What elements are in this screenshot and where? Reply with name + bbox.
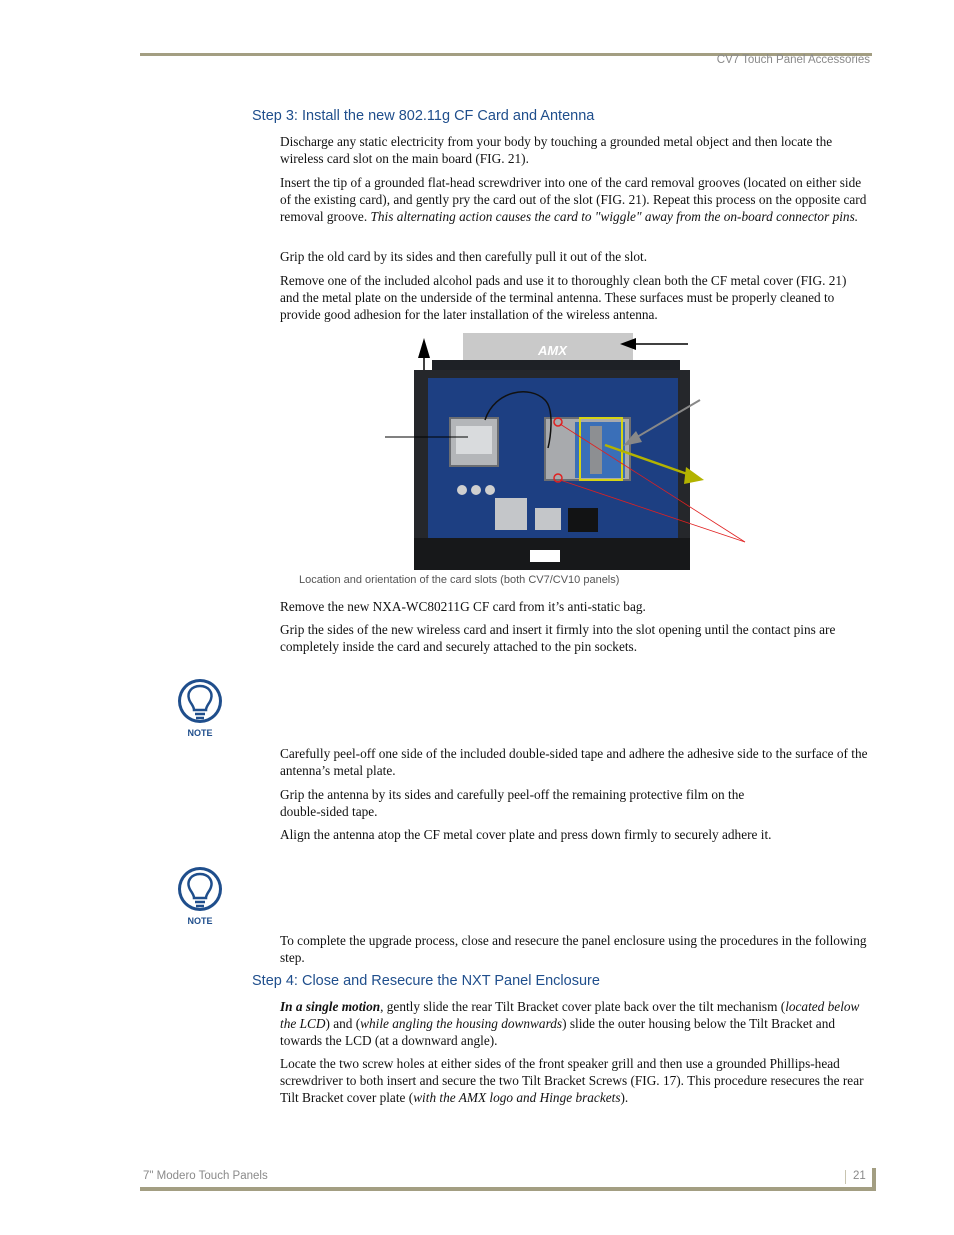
capacitor bbox=[485, 485, 495, 495]
yellow-arrowhead bbox=[684, 467, 704, 484]
step3-paragraph-2: Insert the tip of a grounded flat-head screwdriver into one of the card removal grooves (located on either side of the existing card), and gently pry the card out of the slot (FIG. 21). Repeat this process on the opposite card removal groove. This alternating action causes the card to "wiggle" away from the on-board connector pins. bbox=[280, 175, 867, 224]
note-icon bbox=[176, 677, 224, 739]
step3-paragraph-4: Remove one of the included alcohol pads and use it to thoroughly clean both the CF metal cover (FIG. 21) and the metal plate on the underside of the terminal antenna. These surfaces must be properly cleaned to provide good adhesion for the later installation of the wireless antenna. bbox=[280, 273, 847, 322]
note-label: NOTE bbox=[187, 916, 213, 926]
capacitor bbox=[457, 485, 467, 495]
step3-paragraph-9: Align the antenna atop the CF metal cover plate and press down firmly to securely adhere it. bbox=[280, 827, 772, 842]
note-icon bbox=[176, 865, 224, 927]
up-arrowhead bbox=[418, 338, 430, 358]
step3-paragraph-10: To complete the upgrade process, close and resecure the panel enclosure using the procedures in the following step. bbox=[280, 933, 867, 965]
step4-paragraph-2: Locate the two screw holes at either sides of the front speaker grill and then use a grounded Phillips-head screwdriver to both insert and secure the two Tilt Bracket Screws (FIG. 17). This procedure resecures the rear Tilt Bracket cover plate (with the AMX logo and Hinge brackets). bbox=[280, 1056, 864, 1105]
connector-block bbox=[568, 508, 598, 532]
card-slot-figure bbox=[380, 330, 752, 570]
step4-heading: Step 4: Close and Resecure the NXT Panel Enclosure bbox=[252, 973, 600, 989]
step3-paragraph-6: Grip the sides of the new wireless card and insert it firmly into the slot opening until the contact pins are completely inside the card and securely attached to the pin sockets. bbox=[280, 622, 836, 654]
cf-slot-left-cover bbox=[456, 426, 492, 454]
capacitor bbox=[471, 485, 481, 495]
ethernet-port bbox=[495, 498, 527, 530]
note-label: NOTE bbox=[187, 728, 213, 738]
step3-paragraph-1: Discharge any static electricity from your body by touching a grounded metal object and then locate the wireless card slot on the main board (FIG. 21). bbox=[280, 134, 833, 166]
step3-paragraph-3: Grip the old card by its sides and then carefully pull it out of the slot. bbox=[280, 249, 648, 264]
footer-title: 7" Modero Touch Panels bbox=[143, 1170, 268, 1182]
header-title: CV7 Touch Panel Accessories bbox=[716, 54, 870, 66]
figure-caption: Location and orientation of the card slots (both CV7/CV10 panels) bbox=[299, 574, 620, 586]
step3-paragraph-5: Remove the new NXA-WC80211G CF card from it’s anti-static bag. bbox=[280, 599, 646, 614]
step3-paragraph-8: Grip the antenna by its sides and carefully peel-off the remaining protective film on the double-sided tape. bbox=[280, 787, 745, 819]
step3-heading: Step 3: Install the new 802.11g CF Card and Antenna bbox=[252, 108, 595, 124]
page-number: 21 bbox=[853, 1170, 866, 1182]
footer-divider bbox=[845, 1170, 846, 1184]
footer-rule bbox=[140, 1187, 876, 1191]
usb-port bbox=[535, 508, 561, 530]
step3-paragraph-7: Carefully peel-off one side of the included double-sided tape and adhere the adhesive side to the surface of the antenna’s metal plate. bbox=[280, 746, 868, 778]
step4-paragraph-1: In a single motion, gently slide the rear Tilt Bracket cover plate back over the tilt mechanism (located below the LCD) and (while angling the housing downwards) slide the outer housing below the Tilt Bracket and towards the LCD (at a downward angle). bbox=[280, 999, 860, 1048]
base-cutout bbox=[530, 550, 560, 562]
amx-logo: AMX bbox=[538, 343, 567, 358]
